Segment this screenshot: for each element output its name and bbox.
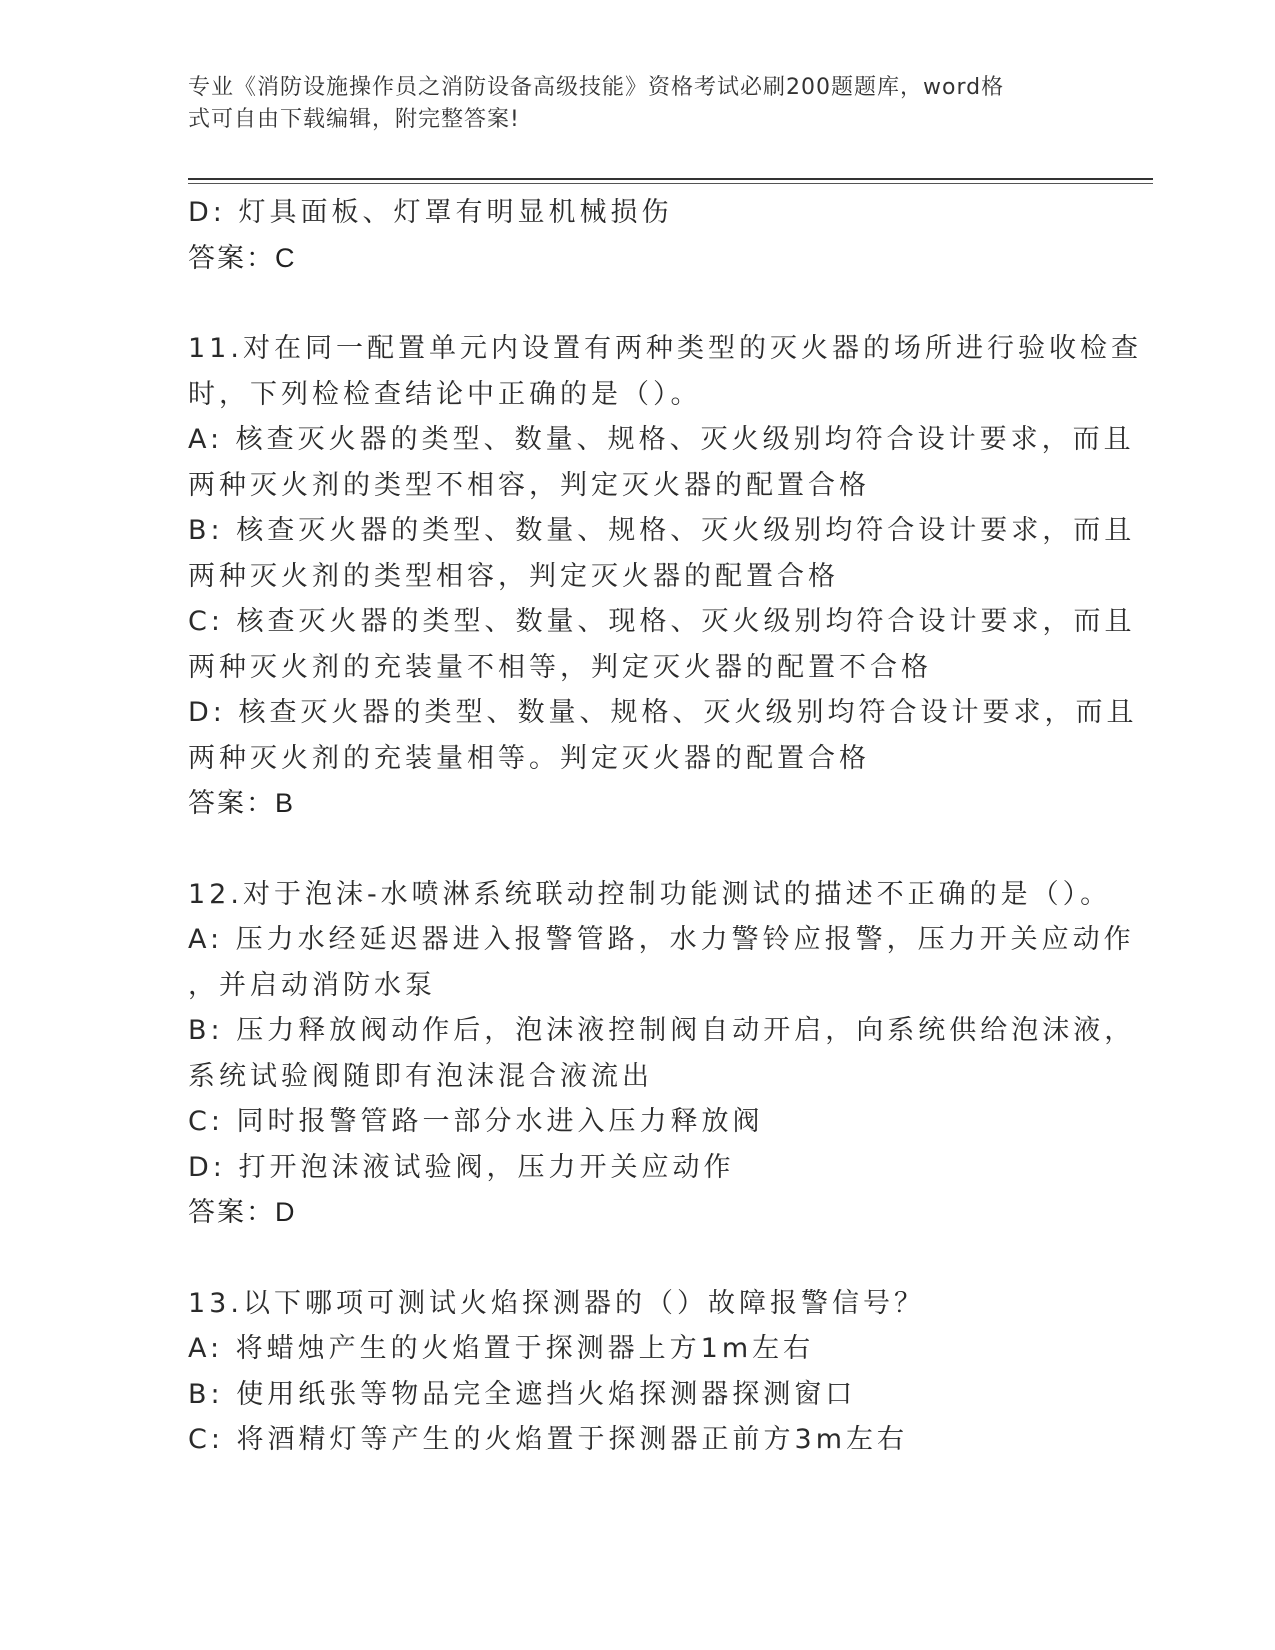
- question-12-option-c: C: 同时报警管路一部分水进入压力释放阀: [188, 1106, 764, 1137]
- header-line-1: 专业《消防设施操作员之消防设备高级技能》资格考试必刷200题题库，word格: [188, 75, 1005, 100]
- question-11-option-d-line-2: 两种灭火剂的充装量相等。判定灭火器的配置合格: [188, 742, 870, 774]
- header-rule-thin: [188, 183, 1153, 184]
- question-12-option-b-line-2: 系统试验阀随即有泡沫混合液流出: [188, 1060, 653, 1092]
- question-12-option-a-line-1: A: 压力水经延迟器进入报警管路，水力警铃应报警，压力开关应动作: [188, 924, 1135, 955]
- spacer: [188, 281, 1088, 326]
- question-12-stem: 12.对于泡沫-水喷淋系统联动控制功能测试的描述不正确的是（）。: [188, 878, 1112, 910]
- question-12-option-b-line-1: B: 压力释放阀动作后，泡沫液控制阀自动开启，向系统供给泡沫液，: [188, 1015, 1136, 1046]
- question-12-answer: 答案：D: [188, 1197, 297, 1227]
- header-line-2: 式可自由下载编辑，附完整答案!: [188, 107, 520, 132]
- question-11-option-b-line-2: 两种灭火剂的类型相容，判定灭火器的配置合格: [188, 560, 839, 592]
- question-13-option-c: C: 将酒精灯等产生的火焰置于探测器正前方3m左右: [188, 1424, 909, 1455]
- question-11-option-c-line-1: C: 核查灭火器的类型、数量、现格、灭火级别均符合设计要求，而且: [188, 606, 1136, 637]
- question-12-option-d: D: 打开泡沫液试验阀，压力开关应动作: [188, 1151, 735, 1183]
- question-11-option-a-line-1: A: 核查灭火器的类型、数量、规格、灭火级别均符合设计要求，而且: [188, 424, 1135, 455]
- question-10-option-d: D: 灯具面板、灯罩有明显机械损伤: [188, 197, 673, 228]
- question-10-answer: 答案：C: [188, 242, 297, 273]
- document-body: [188, 190, 1142, 1463]
- question-11-stem-line-1: 11.对在同一配置单元内设置有两种类型的灭火器的场所进行验收检查: [188, 333, 1142, 364]
- question-13-option-b: B: 使用纸张等物品完全遮挡火焰探测器探测窗口: [188, 1378, 857, 1410]
- question-11-option-c-line-2: 两种灭火剂的充装量不相等，判定灭火器的配置不合格: [188, 651, 932, 683]
- document-header: [188, 72, 1068, 136]
- question-11-option-b-line-1: B: 核查灭火器的类型、数量、规格、灭火级别均符合设计要求，而且: [188, 515, 1136, 546]
- question-13-stem: 13.以下哪项可测试火焰探测器的（）故障报警信号？: [188, 1287, 925, 1319]
- question-12-option-a-line-2: ，并启动消防水泵: [188, 969, 436, 1001]
- question-11-option-d-line-1: D: 核查灭火器的类型、数量、规格、灭火级别均符合设计要求，而且: [188, 697, 1138, 728]
- header-rule-thick: [188, 178, 1153, 180]
- spacer: [188, 827, 1088, 872]
- question-11-option-a-line-2: 两种灭火剂的类型不相容，判定灭火器的配置合格: [188, 469, 870, 501]
- spacer: [188, 1236, 1088, 1281]
- question-11-stem-line-2: 时，下列检检查结论中正确的是（）。: [188, 378, 702, 410]
- question-11-answer: 答案：B: [188, 788, 296, 818]
- question-13-option-a: A: 将蜡烛产生的火焰置于探测器上方1m左右: [188, 1333, 815, 1364]
